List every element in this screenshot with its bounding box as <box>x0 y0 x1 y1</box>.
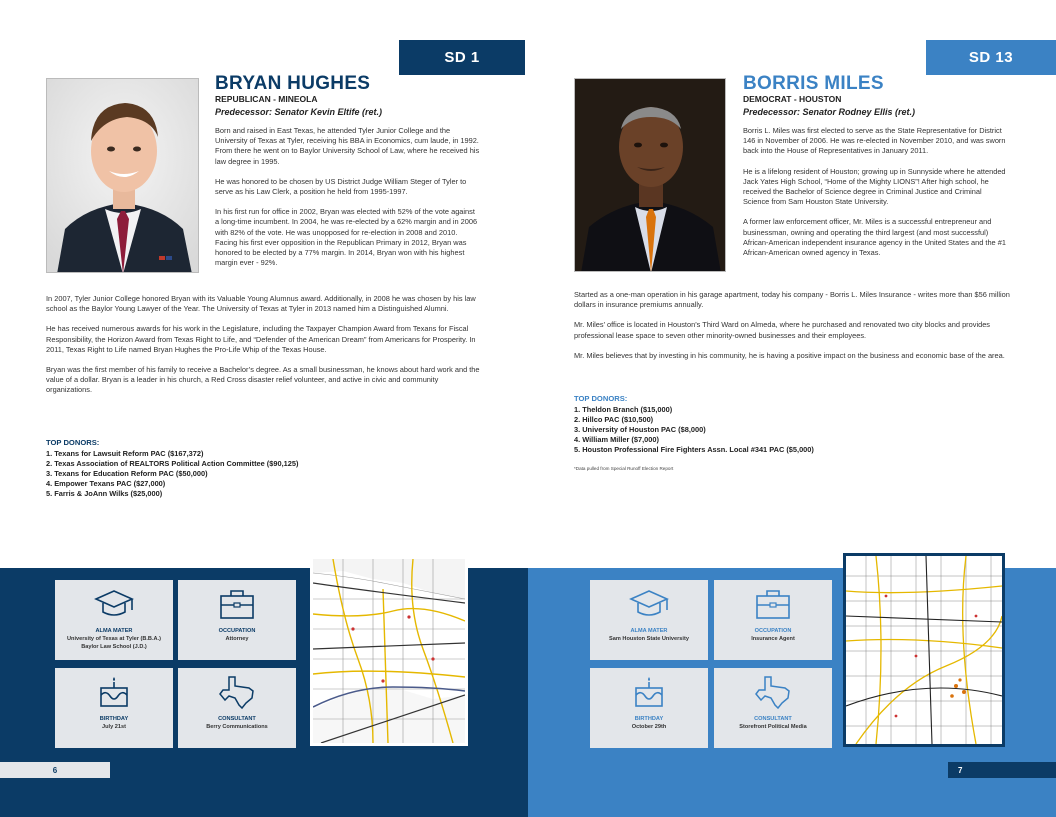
card-value: Baylor Law School (J.D.) <box>81 643 147 650</box>
donor-item: 2. Hillco PAC ($10,500) <box>574 415 654 424</box>
page-number: 6 <box>0 762 110 778</box>
occupation-card <box>178 580 296 660</box>
donor-item: 1. Theldon Branch ($15,000) <box>574 405 673 414</box>
donor-item: 5. Farris & JoAnn Wilks ($25,000) <box>46 489 163 498</box>
bio-intro <box>215 126 480 278</box>
senator-photo <box>574 78 726 272</box>
party-location: REPUBLICAN - MINEOLA <box>215 94 318 104</box>
graduation-cap-icon <box>627 586 671 622</box>
card-title: CONSULTANT <box>754 716 792 722</box>
briefcase-icon <box>751 586 795 622</box>
bio-paragraph: Started as a one-man operation in his garage apartment, today his company - Borris L. Miles Insurance - writes more than $56 million dollars in insurance premiums annually. <box>574 290 1010 310</box>
graduation-cap-icon <box>92 586 136 622</box>
briefcase-icon <box>215 586 259 622</box>
occupation-card <box>714 580 832 660</box>
card-value: Berry Communications <box>206 724 268 730</box>
birthday-cake-icon <box>627 674 671 710</box>
donors-title: TOP DONORS: <box>46 438 100 447</box>
card-title: BIRTHDAY <box>634 716 664 722</box>
bio-paragraph: Mr. Miles believes that by investing in his community, he is having a positive impact on the business and economic base of the area. <box>574 350 1005 360</box>
bio-paragraph: He was honored to be chosen by US District Judge William Steger of Tyler to serve as his Law Clerk, a position he held from 1995-1997. <box>215 176 467 197</box>
donor-item: 3. Texans for Education Reform PAC ($50,000) <box>46 469 208 478</box>
card-value: Sam Houston State University <box>609 636 689 642</box>
card-value: Storefront Political Media <box>739 724 807 730</box>
data-footnote: *Data pulled from Special Runoff Election Report <box>574 466 674 471</box>
bio-body <box>46 294 482 406</box>
senator-name: BRYAN HUGHES <box>215 73 371 94</box>
predecessor: Predecessor: Senator Kevin Eltife (ret.) <box>215 107 383 117</box>
card-value: Insurance Agent <box>751 636 795 642</box>
senator-photo <box>46 78 199 273</box>
bio-paragraph: A former law enforcement officer, Mr. Miles is a successful entrepreneur and businessman, owning and operating the third largest (and most successful) African-American independent insurance agency in the United States and the #1 African-American owned agency in Texas. <box>743 217 1006 258</box>
texas-outline-icon <box>215 674 259 710</box>
card-title: OCCUPATION <box>218 628 256 634</box>
donor-item: 4. Empower Texans PAC ($27,000) <box>46 479 166 488</box>
bio-paragraph: Born and raised in East Texas, he attended Tyler Junior College and the University of Texas at Tyler, receiving his BBA in Economics, cum laude, in 1992. From there he went on to Baylor University School of Law, where he received his law degree in 1995. <box>215 126 480 166</box>
predecessor: Predecessor: Senator Rodney Ellis (ret.) <box>743 107 916 117</box>
district-tab: SD 1 <box>399 40 525 75</box>
bio-paragraph: He has received numerous awards for his work in the Legislature, including the Taxpayer Champion Award from Texans for Fiscal Responsibility, the Horizon Award from Texas Right to Life, and “Defender of the American Dream” from Americans for Prosperity. In 2011, Texas Right to Life named Bryan Hughes the Pro-Life Whip of the Texas House. <box>46 324 476 354</box>
top-donors <box>46 438 298 499</box>
senator-name: BORRIS MILES <box>743 73 884 94</box>
birthday-card <box>590 668 708 748</box>
page-number: 7 <box>948 762 1056 778</box>
donor-item: 1. Texans for Lawsuit Reform PAC ($167,372) <box>46 449 204 458</box>
donors-title: TOP DONORS: <box>574 394 628 403</box>
consultant-card <box>714 668 832 748</box>
bio-paragraph: In his first run for office in 2002, Bryan was elected with 52% of the vote against a long-time incumbent. In 2004, he was re-elected by a 62% margin and in 2006 with 82% of the vote. He was unopposed for re-election in 2008 and 2010. Facing his first ever opposition in the Republican Primary in 2012, Bryan was honored to be elected by a 77% margin. In 2014, Bryan won with his highest margin ever - 92%. <box>215 207 478 268</box>
donor-item: 5. Houston Professional Fire Fighters Assn. Local #341 PAC ($5,000) <box>574 445 814 454</box>
district-map <box>310 556 468 746</box>
bio-paragraph: He is a lifelong resident of Houston; growing up in Sunnyside where he attended Jack Yates High School, “Home of the Mighty LIONS”! After high school, he received the Bachelor of Science degree in Criminal Justice and Criminal Science from Sam Houston State University. <box>743 166 1006 207</box>
right-page <box>528 0 1056 817</box>
bio-paragraph: Mr. Miles’ office is located in Houston’s Third Ward on Almeda, where he purchased and renovated two city blocks and provides professional lease space to seven other minority-owned businesses and their employees. <box>574 320 991 340</box>
texas-outline-icon <box>751 674 795 710</box>
card-title: OCCUPATION <box>754 628 792 634</box>
district-map <box>843 553 1005 747</box>
bio-paragraph: Borris L. Miles was first elected to serve as the State Representative for District 146 in November of 2006. He was re-elected in November 2010, and was sworn back into the House of Representatives in January 2011. <box>743 126 1006 156</box>
bio-paragraph: Bryan was the first member of his family to receive a Bachelor’s degree. As a small businessman, he knows about hard work and the value of a dollar. Bryan is a leader in his church, a Red Cross disaster relief volunteer, and active in civic and community organizations. <box>46 365 480 395</box>
donor-item: 3. University of Houston PAC ($8,000) <box>574 425 706 434</box>
consultant-card <box>178 668 296 748</box>
alma-mater-card <box>590 580 708 660</box>
bio-body <box>574 290 1010 371</box>
donor-item: 4. William Miller ($7,000) <box>574 435 659 444</box>
card-title: ALMA MATER <box>630 628 668 634</box>
card-title: ALMA MATER <box>95 628 133 634</box>
top-donors <box>574 394 814 455</box>
alma-mater-card <box>55 580 173 660</box>
card-value: Attorney <box>225 636 249 642</box>
card-title: BIRTHDAY <box>99 716 129 722</box>
card-value: July 21st <box>102 724 126 730</box>
donor-item: 2. Texas Association of REALTORS Political Action Committee ($90,125) <box>46 459 299 468</box>
card-title: CONSULTANT <box>218 716 256 722</box>
bio-paragraph: In 2007, Tyler Junior College honored Bryan with its Valuable Young Alumnus award. Additionally, in 2008 he was chosen by his law school as the Baylor Young Lawyer of the Year. The University of Texas at Tyler in 2013 named him a Distinguished Alumni. <box>46 294 476 314</box>
birthday-cake-icon <box>92 674 136 710</box>
district-tab: SD 13 <box>926 40 1056 75</box>
bio-intro <box>743 126 1008 268</box>
card-value: October 29th <box>631 724 667 730</box>
party-location: DEMOCRAT - HOUSTON <box>743 94 842 104</box>
birthday-card <box>55 668 173 748</box>
card-value: University of Texas at Tyler (B.B.A.) <box>67 636 161 642</box>
